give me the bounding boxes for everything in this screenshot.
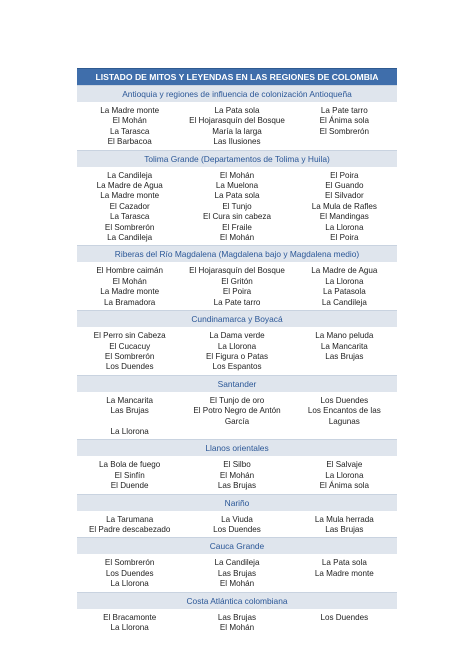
legend-cell: La Candileja bbox=[321, 297, 367, 307]
legend-cell bbox=[292, 362, 397, 372]
legend-cell: La Dama verde bbox=[209, 331, 265, 341]
section-body bbox=[77, 167, 397, 246]
legend-cell bbox=[292, 623, 397, 633]
legend-cell: El Mohán bbox=[219, 170, 255, 180]
section-header: Santander bbox=[77, 375, 397, 392]
legend-cell: Las Brujas bbox=[217, 481, 257, 491]
legend-cell: La Pata sola bbox=[214, 191, 260, 201]
legend-cell: Los Duendes bbox=[105, 568, 154, 578]
legend-cell: La Tarasca bbox=[109, 212, 150, 222]
section-header: Cauca Grande bbox=[77, 537, 397, 554]
legend-cell: La Bramadora bbox=[104, 297, 156, 307]
legend-cell: El Tunjo de oro bbox=[209, 395, 265, 405]
section-grid bbox=[77, 171, 397, 244]
legend-cell: El Mohán bbox=[112, 276, 147, 286]
legend-cell: La Madre monte bbox=[100, 287, 160, 297]
legend-cell: La Pate tarro bbox=[213, 297, 261, 307]
legend-cell: La Llorona bbox=[110, 623, 149, 632]
section-grid bbox=[77, 613, 397, 634]
sections-container bbox=[77, 85, 397, 635]
section-header: Riberas del Río Magdalena (Magdalena bajo y Magdalena medio) bbox=[77, 245, 397, 262]
legend-cell: Las Brujas bbox=[217, 612, 257, 622]
section-body bbox=[77, 262, 397, 310]
legend-cell: La Llorona bbox=[325, 470, 364, 480]
legend-cell: El Figura o Patas bbox=[205, 351, 269, 361]
legend-cell: María la larga bbox=[212, 126, 262, 136]
legend-cell: El Duende bbox=[110, 481, 149, 491]
legend-cell: El Tunjo bbox=[222, 201, 252, 211]
legend-cell: La Candileja bbox=[107, 233, 153, 243]
legend-cell: La Madre monte bbox=[100, 191, 160, 201]
legend-cell: El Barbacoa bbox=[107, 137, 152, 147]
legend-cell: La Madre de Agua bbox=[311, 266, 378, 276]
legend-cell: El Silvador bbox=[324, 191, 364, 201]
legend-cell bbox=[292, 427, 397, 437]
legend-cell: La Bola de fuego bbox=[99, 460, 161, 470]
section-body bbox=[77, 456, 397, 493]
legend-cell: La Candileja bbox=[107, 170, 153, 180]
section-body bbox=[77, 392, 397, 440]
legend-cell: El Silbo bbox=[223, 460, 251, 470]
legend-cell: La Patasola bbox=[322, 287, 366, 297]
legend-cell: El Cura sin cabeza bbox=[203, 212, 271, 222]
section-header: Antioquia y regiones de influencia de colonización Antioqueña bbox=[77, 85, 397, 102]
legend-cell: El Fraile bbox=[222, 222, 252, 232]
legend-cell: La Madre monte bbox=[100, 106, 160, 115]
legend-cell: El Poira bbox=[330, 170, 359, 180]
legend-cell: Los Duendes bbox=[105, 362, 154, 372]
legend-cell: La Llorona bbox=[110, 579, 149, 589]
legend-cell: Los Duendes bbox=[320, 395, 369, 405]
legend-cell: El Potro Negro de Antón García bbox=[193, 406, 281, 426]
section-body bbox=[77, 327, 397, 375]
legend-cell: La Mula herrada bbox=[314, 514, 374, 524]
section-body bbox=[77, 609, 397, 636]
legend-cell: El Perro sin Cabeza bbox=[93, 331, 166, 341]
legend-cell: La Mula de Rafles bbox=[311, 201, 377, 211]
legend-cell: El Mohán bbox=[112, 116, 147, 126]
section-header: Llanos orientales bbox=[77, 439, 397, 456]
legend-cell: El Hombre caimán bbox=[96, 266, 163, 276]
section-body bbox=[77, 511, 397, 538]
legend-cell: La Llorona bbox=[325, 276, 364, 286]
legend-cell: La Pata sola bbox=[321, 558, 367, 568]
legend-cell: La Llorona bbox=[217, 341, 257, 351]
legend-cell: El Sombrerón bbox=[319, 126, 370, 136]
legends-table bbox=[77, 68, 397, 635]
legend-cell: El Ánima sola bbox=[319, 481, 370, 491]
legend-cell: La Pate tarro bbox=[320, 106, 368, 115]
legend-cell: El Guando bbox=[325, 181, 364, 191]
legend-cell: La Mano peluda bbox=[315, 331, 374, 341]
legend-cell: El Cucacuy bbox=[109, 341, 151, 351]
legend-cell: El Sombrerón bbox=[104, 558, 155, 568]
section-header: Nariño bbox=[77, 494, 397, 511]
legend-cell: La Pata sola bbox=[214, 106, 260, 115]
legend-cell: El Salvaje bbox=[326, 460, 363, 470]
legend-cell: El Hojarasquín del Bosque bbox=[189, 266, 285, 276]
legend-cell: La Viuda bbox=[221, 514, 253, 524]
table-title: LISTADO DE MITOS Y LEYENDAS EN LAS REGIONES DE COLOMBIA bbox=[77, 68, 397, 85]
legend-cell: La Llorona bbox=[325, 222, 364, 232]
legend-cell: La Madre de Agua bbox=[96, 181, 163, 191]
legend-cell: El Mohán bbox=[219, 579, 255, 589]
legend-cell: La Tarumana bbox=[106, 514, 154, 524]
legend-cell: El Sinfín bbox=[114, 470, 145, 480]
section-grid bbox=[77, 558, 397, 589]
legend-cell: La Madre monte bbox=[314, 568, 374, 578]
legend-cell bbox=[184, 427, 289, 437]
section-grid bbox=[77, 106, 397, 148]
legend-cell: El Poira bbox=[222, 287, 252, 297]
section-header: Costa Atlántica colombiana bbox=[77, 592, 397, 609]
section-grid bbox=[77, 396, 397, 438]
legend-cell: Los Duendes bbox=[213, 524, 261, 534]
legend-cell: La Candileja bbox=[214, 558, 260, 568]
legend-cell: La Llorona bbox=[110, 426, 149, 436]
legend-cell: El Mohán bbox=[219, 470, 255, 480]
legend-cell: Las Brujas bbox=[110, 406, 149, 416]
legend-cell: El Poira bbox=[330, 233, 359, 243]
section-grid bbox=[77, 331, 397, 373]
legend-cell: La Muelona bbox=[215, 181, 259, 191]
section-grid bbox=[77, 460, 397, 491]
section-header: Cundinamarca y Boyacá bbox=[77, 310, 397, 327]
legend-cell: Las Ilusiones bbox=[213, 137, 261, 147]
legend-cell: Las Brujas bbox=[217, 568, 257, 578]
section-body bbox=[77, 554, 397, 591]
legend-cell: El Ánima sola bbox=[319, 116, 370, 126]
section-grid bbox=[77, 515, 397, 536]
legend-cell: El Mohán bbox=[219, 233, 255, 243]
legend-cell: Los Espantos bbox=[212, 362, 262, 372]
legend-cell: El Sombrerón bbox=[104, 351, 155, 361]
legend-cell: El Cazador bbox=[109, 201, 150, 211]
legend-cell: Los Encantos de las Lagunas bbox=[307, 406, 381, 426]
legend-cell: El Mandingas bbox=[319, 212, 369, 222]
legend-cell: El Padre descabezado bbox=[88, 524, 171, 534]
legend-cell: El Sombrerón bbox=[104, 222, 155, 232]
legend-cell: Las Brujas bbox=[325, 351, 364, 361]
legend-cell: Los Duendes bbox=[320, 612, 369, 622]
legend-cell: La Tarasca bbox=[109, 126, 150, 136]
legend-cell: La Mancarita bbox=[106, 395, 154, 405]
legend-cell: El Bracamonte bbox=[103, 612, 157, 622]
legend-cell: El Mohán bbox=[219, 623, 255, 632]
section-grid bbox=[77, 266, 397, 308]
legend-cell bbox=[292, 137, 397, 147]
legend-cell: El Gritón bbox=[221, 276, 253, 286]
legend-cell bbox=[292, 579, 397, 589]
legend-cell: La Mancarita bbox=[320, 341, 368, 351]
legend-cell: Las Brujas bbox=[325, 524, 364, 534]
section-body bbox=[77, 102, 397, 150]
section-header: Tolima Grande (Departamentos de Tolima y Huila) bbox=[77, 150, 397, 167]
legend-cell: El Hojarasquín del Bosque bbox=[189, 116, 285, 126]
